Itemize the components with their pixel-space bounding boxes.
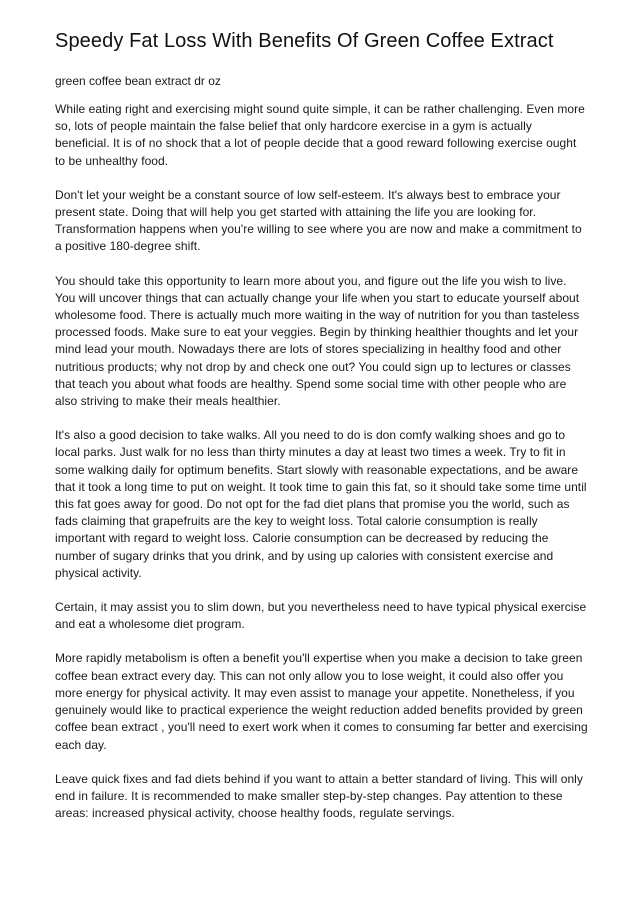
- body-paragraph: Leave quick fixes and fad diets behind if you want to attain a better standard of living. This will only end in failure. It is recommended to make smaller step-by-step changes. Pay attention to these areas: increased physical activity, choose healthy foods, regulate servings.: [55, 771, 583, 821]
- document-subtitle: green coffee bean extract dr oz: [55, 74, 221, 88]
- body-paragraph: More rapidly metabolism is often a benefit you'll expertise when you make a decision to take green coffee bean extract every day. This can not only allow you to lose weight, it could also offer you more energy for physical activity. It may even assist to manage your appetite. Nonetheless, if you genuinely would like to practical experience the weight reduction added benefits provided by green coffee bean extract , you'll need to exert work when it comes to consuming far better and exercising each day.: [55, 651, 588, 752]
- body-paragraph: It's also a good decision to take walks. All you need to do is don comfy walking shoes and go to local parks. Just walk for no less than thirty minutes a day at least two times a week. Try to fit in some walking daily for optimum benefits. Start slowly with reasonable expectations, and be aware that it took a long time to put on weight. It took time to gain this fat, so it should take some time until this fat goes away for good. Do not opt for the fad diet plans that promise you the world, such as fads claiming that grapefruits are the key to weight loss. Total calorie consumption is really important with regard to weight loss. Calorie consumption can be decreased by reducing the number of sugary drinks that you drink, and by using up calories with consistent exercise and physical activity.: [55, 428, 587, 580]
- document-body: [55, 101, 588, 822]
- body-paragraph: Certain, it may assist you to slim down, but you nevertheless need to have typical physical exercise and eat a wholesome diet program.: [55, 600, 587, 632]
- body-paragraph: While eating right and exercising might sound quite simple, it can be rather challenging. Even more so, lots of people maintain the false belief that only hardcore exercise in a gym is actually beneficial. It is of no shock that a lot of people decide that a good reward following exercise ought to be unhealthy food.: [55, 102, 585, 168]
- body-paragraph: Don't let your weight be a constant source of low self-esteem. It's always best to embrace your present state. Doing that will help you get started with attaining the life you are looking for. Transformation happens when you're willing to see where you are now and make a commitment to a positive 180-degree shift.: [55, 187, 582, 254]
- body-paragraph: You should take this opportunity to learn more about you, and figure out the life you wish to live. You will uncover things that can actually change your life when you start to educate yourself about wholesome food. There is actually much more waiting in the way of nutrition for you than tasteless processed foods. Make sure to eat your veggies. Begin by thinking healthier thoughts and let your mind lead your mouth. Nowadays there are lots of stores specializing in healthy food and other nutritious products; why not drop by and check one out? You could sign up to lectures or classes that teach you about what foods are healthy. Spend some social time with other people who are also striving to make their meals healthier.: [55, 273, 580, 409]
- document-title: Speedy Fat Loss With Benefits Of Green Coffee Extract: [55, 30, 554, 52]
